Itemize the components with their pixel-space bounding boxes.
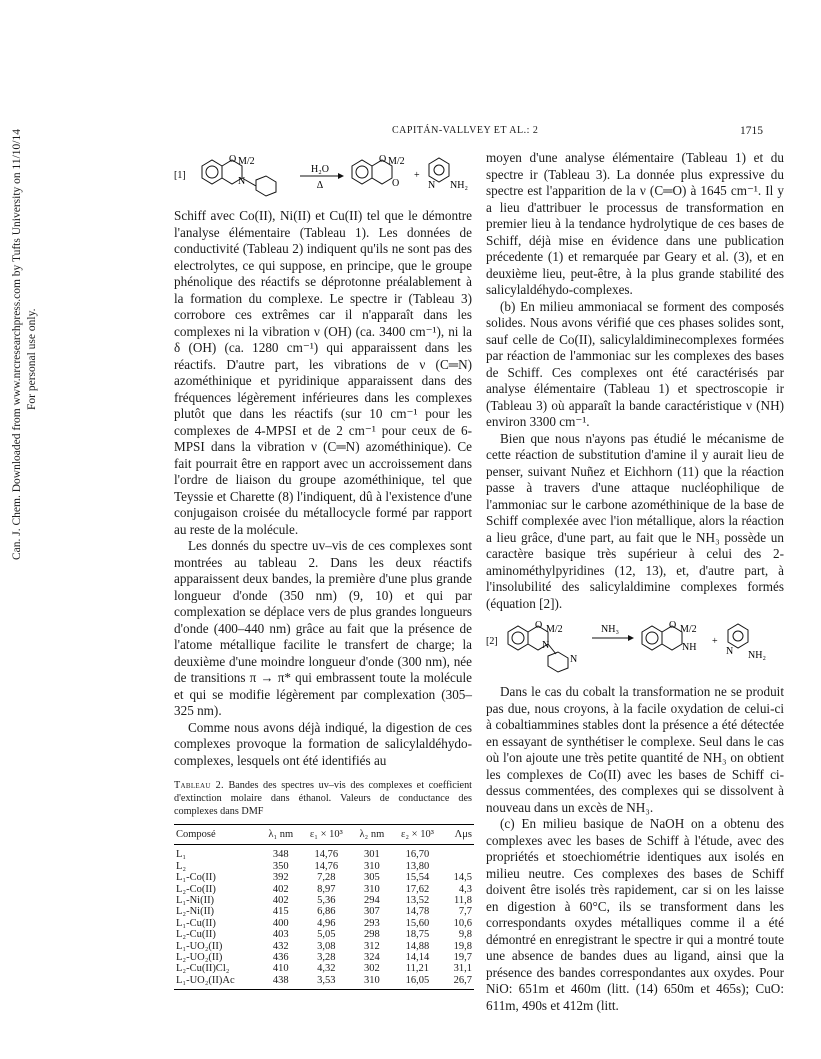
plus-sign-1: +: [414, 170, 420, 181]
table-cell: 14,76: [314, 860, 339, 872]
amine-nh2: NH₂: [450, 180, 468, 191]
table-cell: 5,05: [317, 929, 336, 941]
metal-right: M/2: [680, 624, 697, 635]
col-header: Composé: [174, 825, 261, 845]
table-cell: 15,60: [405, 917, 430, 929]
table-cell: 310: [363, 883, 380, 895]
table-cell: 402: [272, 883, 289, 895]
table-row: [174, 929, 474, 940]
table-cell: 14,76: [314, 849, 339, 861]
table-cell: 302: [363, 963, 380, 975]
amine-nh2: NH₂: [748, 650, 766, 661]
plus-sign-2: +: [712, 636, 718, 647]
table-header-row: [174, 825, 474, 845]
imine-nh: NH: [682, 642, 697, 653]
table-cell: L₂-Ni(II): [176, 906, 215, 918]
table-row: [174, 906, 474, 917]
atom-o-right: O: [669, 620, 677, 631]
right-paragraph-1: moyen d'une analyse élémentaire (Tableau 1) et du spectre ir (Tableau 3). La donnée plus expressive du spectre est l'apparition de la ν (C═O) à 1645 cm⁻¹. Il y a lieu d'attribuer le processus de transformation en premier lieu à la tendance hydrolytique de ces bases de Schiff, déjà mise en évidence dans une publication précedente (1) et remarquée par Geary et al. (3), et en deuxième lieu, peut-être, à la plus grande stabilité des salicylaldéhydo-complexes.: [486, 150, 784, 297]
scheme-2-label: [2]: [486, 636, 498, 647]
table-cell: L₁-Ni(II): [176, 895, 215, 907]
table-cell: L₂-Cu(II): [176, 929, 216, 941]
table-caption-label: Tableau 2.: [174, 780, 224, 791]
table-row: [174, 861, 474, 872]
table-cell: 312: [363, 940, 380, 952]
table-cell: 14,14: [405, 952, 430, 964]
table-cell: 305: [363, 872, 380, 884]
table-cell: 4,3: [458, 883, 472, 895]
download-notice-line2: For personal use only.: [26, 308, 38, 410]
table-cell: 294: [363, 895, 380, 907]
table-cell: L₂-Cu(II)Cl₂: [176, 963, 230, 975]
download-notice: [10, 0, 40, 560]
table-cell: 7,7: [458, 906, 472, 918]
atom-o-left: O: [229, 154, 237, 165]
table-cell: 310: [352, 975, 392, 990]
atom-n-ring: N: [428, 180, 436, 191]
table-cell: 31,1: [453, 963, 472, 975]
table-cell: 14,88: [405, 940, 430, 952]
table-cell: 350: [272, 860, 289, 872]
atom-o-right: O: [379, 154, 387, 165]
table-cell: 324: [363, 952, 380, 964]
table-cell: 348: [272, 849, 289, 861]
scheme-1-label: [1]: [174, 170, 186, 181]
table-cell: L₂-Co(II): [176, 883, 216, 895]
table-cell: 301: [363, 849, 380, 861]
table-cell: 11,21: [405, 963, 430, 975]
table-cell: 16,05: [392, 975, 443, 990]
metal-left: M/2: [546, 624, 563, 635]
left-paragraph-1: Schiff avec Co(II), Ni(II) et Cu(II) tel que le démontre l'analyse élémentaire (Tableau 1). Les données de conductivité (Tableau 2) indiquent qu'ils ne sont pas des electrolytes, ce qui suppose, en principe, que le groupe phénolique des réactifs se déprotonne préalablement à la formation du complexe. Le spectre ir (Tableau 3) corrobore ces extrêmes car il n'apparaît dans les complexes ni la vibration ν (OH) (ca. 3400 cm⁻¹), ni la δ (OH) (ca. 1280 cm⁻¹) qui apparaissent dans les réactifs. D'autre part, les vibrations de ν (C═N) azométhinique et pyridinique apparaissent dans des fréquences légèrement inférieures dans les complexes plutôt que dans les réactifs (sur 10 cm⁻¹ pour les complexes de 4-MPSI et de 2 cm⁻¹ pour ceux de 6-MPSI dans la vibration ν (C═N) azométhinique). Ce fait pourrait être en rapport avec un accroissement dans l'ordre de liaison du groupe azométhinique, tel que Teyssie et Charette (8) l'indiquent, dû à l'existence d'une conjugaison croisée du métallocycle formé par rapport au reste de la molécule.: [174, 208, 472, 537]
left-paragraph-3: Comme nous avons déjà indiqué, la digestion de ces complexes provoque la formation de salicylaldéhydo-complexes, lesquels ont été identifiés au: [174, 719, 472, 768]
table-row: [174, 845, 474, 861]
download-notice-line1: Can. J. Chem. Downloaded from www.nrcresearchpress.com by Tufts University on 11/10/14: [11, 129, 23, 560]
table-cell: [443, 845, 474, 861]
table-cell: L₁: [176, 849, 187, 861]
table-cell: 13,52: [405, 895, 430, 907]
table-cell: 403: [272, 929, 289, 941]
table-cell: 16,70: [405, 849, 430, 861]
atom-n-ring: N: [726, 646, 734, 657]
table-cell: L₁-UO₂(II): [176, 940, 223, 952]
table-cell: 436: [272, 952, 289, 964]
table-cell: 6,86: [317, 906, 336, 918]
arrowhead-2-icon: [628, 635, 634, 641]
table-cell: 14,5: [453, 872, 472, 884]
table-row: [174, 941, 474, 952]
table-cell: 392: [272, 872, 289, 884]
aminomethylpyridine-icon: [728, 624, 748, 648]
table-cell: 8,97: [317, 883, 336, 895]
table-row: [174, 918, 474, 929]
atom-o-aldehyde: O: [392, 178, 400, 189]
table-cell: 3,53: [301, 975, 352, 990]
table-cell: 400: [272, 917, 289, 929]
right-paragraph-2: (b) En milieu ammoniacal se forment des composés solides. Nous avons vérifié que ces phases solides sont, sauf celle de Co(II), salicylaldiminecomplexes formées par réaction de l'ammoniac sur les complexes des bases de Schiff. Ces complexes ont été caractérisés par analyse élémentaire (Tableau 1) et spectroscopie ir (Tableau 3) où apparaît la bande caractéristique ν (NH) environ 3300 cm⁻¹.: [486, 298, 784, 429]
table-cell: 9,8: [458, 929, 472, 941]
reaction-scheme-2: [486, 618, 784, 674]
col-header: ε₁ × 10³: [301, 825, 352, 845]
table-cell: 310: [363, 860, 380, 872]
table-row: [174, 952, 474, 963]
col-header: ε₂ × 10³: [392, 825, 443, 845]
table-cell: 7,28: [317, 872, 336, 884]
table-cell: 4,96: [317, 917, 336, 929]
reaction-scheme-1: [174, 150, 474, 198]
right-column: [486, 150, 784, 1014]
table-cell: 19,8: [453, 940, 472, 952]
table-cell: 10,6: [453, 917, 472, 929]
table-cell: 307: [363, 906, 380, 918]
table-row: [174, 895, 474, 906]
table-cell: 26,7: [443, 975, 474, 990]
atom-n-left: N: [542, 640, 550, 651]
right-paragraph-5: (c) En milieu basique de NaOH on a obtenu des complexes avec les bases de Schiff à l'étude, avec des propriétés et stoechiométrie identiques aux isolés en milieu neutre. Ces complexes des bases de Schiff doivent être isolés très rapidement, car si on les laisse en digestion à 60°C, ils se transforment dans les correspondants oxydes métalliques comme il a été démontré en enregistrant le spectre ir qui a montré toute une absence de bandes dues au ligand, ainsi que la présence des bandes correspondantes aux oxydes. Pour NiO: 651m et 460m (litt. (14) 650m et 465s); CuO: 611m, 490s et 412m (litt.: [486, 816, 784, 1013]
table-cell: 5,36: [317, 895, 336, 907]
table-cell: 14,78: [405, 906, 430, 918]
right-paragraph-4: Dans le cas du cobalt la transformation ne se produit pas due, nous croyons, à la facile oxydation de celui-ci à cobaltiammines stables dont la présence a été détectée en essayant de synthétiser le complexe. Seul dans le cas où l'on ajoute une très petite quantité de NH₃ on obtient les complexes de Co(II) avec les bases de Schiff ci-dessus commentées, des complexes qui se dissolvent à nouveau dans un excès de NH₃.: [486, 684, 784, 815]
table-cell: 432: [272, 940, 289, 952]
table-row: [174, 872, 474, 883]
running-title: CAPITÁN-VALLVEY ET AL.: 2: [392, 125, 539, 136]
table-row: [174, 963, 474, 974]
col-header: λ₂ nm: [352, 825, 392, 845]
metal-right: M/2: [388, 156, 405, 167]
table-cell: 18,75: [405, 929, 430, 941]
left-column: [174, 208, 472, 990]
table-row: [174, 975, 474, 990]
table-cell: 298: [363, 929, 380, 941]
table-cell: 3,28: [317, 952, 336, 964]
table-cell: 13,80: [405, 860, 430, 872]
right-paragraph-3: Bien que nous n'ayons pas étudié le mécanisme de cette réaction de substitution d'amine il y aurait lieu de penser, suivant Nuñez et Eichhorn (11) que la réaction passe à travers d'une attaque nucléophilique de l'ammoniac sur le carbone azométhinique de la base de Schiff complexée avec l'ion métallique, alors la réaction a lieu grâce, d'une part, au fait que le NH₃ possède un caractère basique très supérieur à celui des 2-aminométhylpyridines (12, 13), et, d'autre part, à l'insolubilité des salicylaldimine complexes formés (équation [2]).: [486, 430, 784, 611]
table-cell: L₁-UO₂(II)Ac: [174, 975, 261, 990]
metal-left: M/2: [238, 156, 255, 167]
aminomethylpyridine-icon: [429, 158, 449, 182]
table-row: [174, 884, 474, 895]
table-cell: 410: [272, 963, 289, 975]
reagent-heat: Δ: [316, 180, 324, 191]
table-caption-text: Bandes des spectres uv–vis des complexes et coefficient d'extinction molaire dans éthanol. Valeurs de conductance des complexes dans DMF: [174, 780, 472, 817]
table-cell: L₂: [176, 860, 187, 872]
table-cell: L₁-Co(II): [176, 872, 216, 884]
reagent-water: H₂O: [311, 164, 329, 175]
col-header: Λμs: [443, 825, 474, 845]
table-cell: 438: [261, 975, 301, 990]
atom-n-left: N: [238, 176, 246, 187]
table-cell: L₂-UO₂(II): [176, 952, 223, 964]
atom-n-left-2: N: [570, 654, 578, 665]
table-cell: L₁-Cu(II): [176, 917, 216, 929]
table-cell: 19,7: [453, 952, 472, 964]
table-cell: 4,32: [317, 963, 336, 975]
arrowhead-1-icon: [338, 173, 344, 179]
table-cell: 293: [363, 917, 380, 929]
table-cell: 415: [272, 906, 289, 918]
left-paragraph-2: Les donnés du spectre uv–vis de ces complexes sont montrées au tableau 2. Dans les deux réactifs apparaissent deux bandes, la première d'une plus grande longueur d'onde (350 nm) (9, 10) et qui par complexation se déplace vers de plus grandes longueurs d'onde (400–440 nm) grâce au fait que la présence de l'atome métallique facilite le transfert de charge; la deuxième d'une moindre longueur d'onde (300 nm), née de transitions π → π* qui embrassent toute la molécule et qui se modifie légèrement par complexation (305–325 nm).: [174, 538, 472, 718]
uv-vis-table: [174, 824, 474, 990]
reagent-ammonia: NH₃: [601, 624, 619, 635]
table-cell: 17,62: [405, 883, 430, 895]
table-cell: 3,08: [317, 940, 336, 952]
table-cell: [443, 861, 474, 872]
table-cell: 402: [272, 895, 289, 907]
table-caption: [174, 779, 472, 818]
table-cell: 11,8: [454, 895, 472, 907]
col-header: λ₁ nm: [261, 825, 301, 845]
table-cell: 15,54: [405, 872, 430, 884]
atom-o-left: O: [535, 620, 543, 631]
page-number: 1715: [740, 125, 763, 137]
